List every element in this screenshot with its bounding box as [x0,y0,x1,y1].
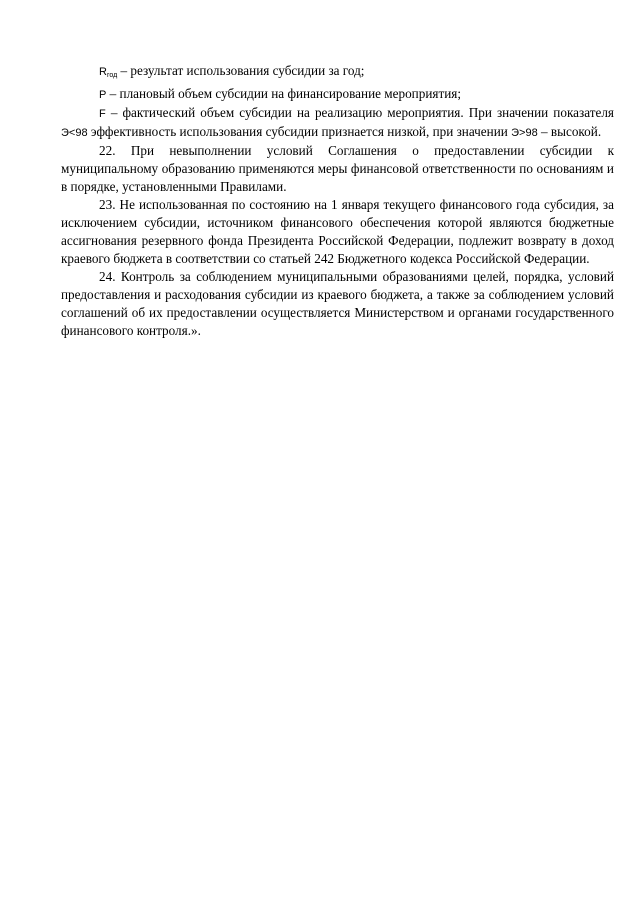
definition-p [61,85,614,104]
definition-f-text-a: – фактический объем субсидии на реализацию мероприятия. При значении показателя [105,105,614,120]
symbol-p: P [99,89,107,101]
paragraph-22: 22. При невыполнении условий Соглашения о предоставлении субсидии к муниципальному образованию применяются меры финансовой ответственности по основаниям и в порядке, установленными Правилами. [61,143,614,194]
definition-p-text: – плановый объем субсидии на финансирование мероприятия; [106,86,462,101]
definition-r [61,62,614,85]
symbol-r-subscript: год [106,72,118,79]
symbol-r: R [99,66,107,78]
definition-r-text: – результат использования субсидии за год; [117,63,365,78]
paragraph-24: 24. Контроль за соблюдением муниципальными образованиями целей, порядка, условий предоставления и расходования субсидии из краевого бюджета, а также за соблюдением условий соглашений об их предоставлении осуществляется Министерством и органами государственного финансового контроля.». [61,269,614,338]
condition-high: Э>98 [511,127,538,139]
symbol-f: F [99,108,106,120]
document-body [61,62,614,340]
definition-f-text-c: – высокой. [537,124,602,139]
definition-f [61,104,614,142]
definition-f-text-b: эффективность использования субсидии признается низкой, при значении [87,124,512,139]
paragraph-23: 23. Не использованная по состоянию на 1 января текущего финансового года субсидия, за исключением субсидии, источником финансового обеспечения которой являются бюджетные ассигнования резервного фонда Президента Российской Федерации, подлежит возврату в доход краевого бюджета в соответствии со статьей 242 Бюджетного кодекса Российской Федерации. [61,197,614,266]
condition-low: Э<98 [61,127,88,139]
